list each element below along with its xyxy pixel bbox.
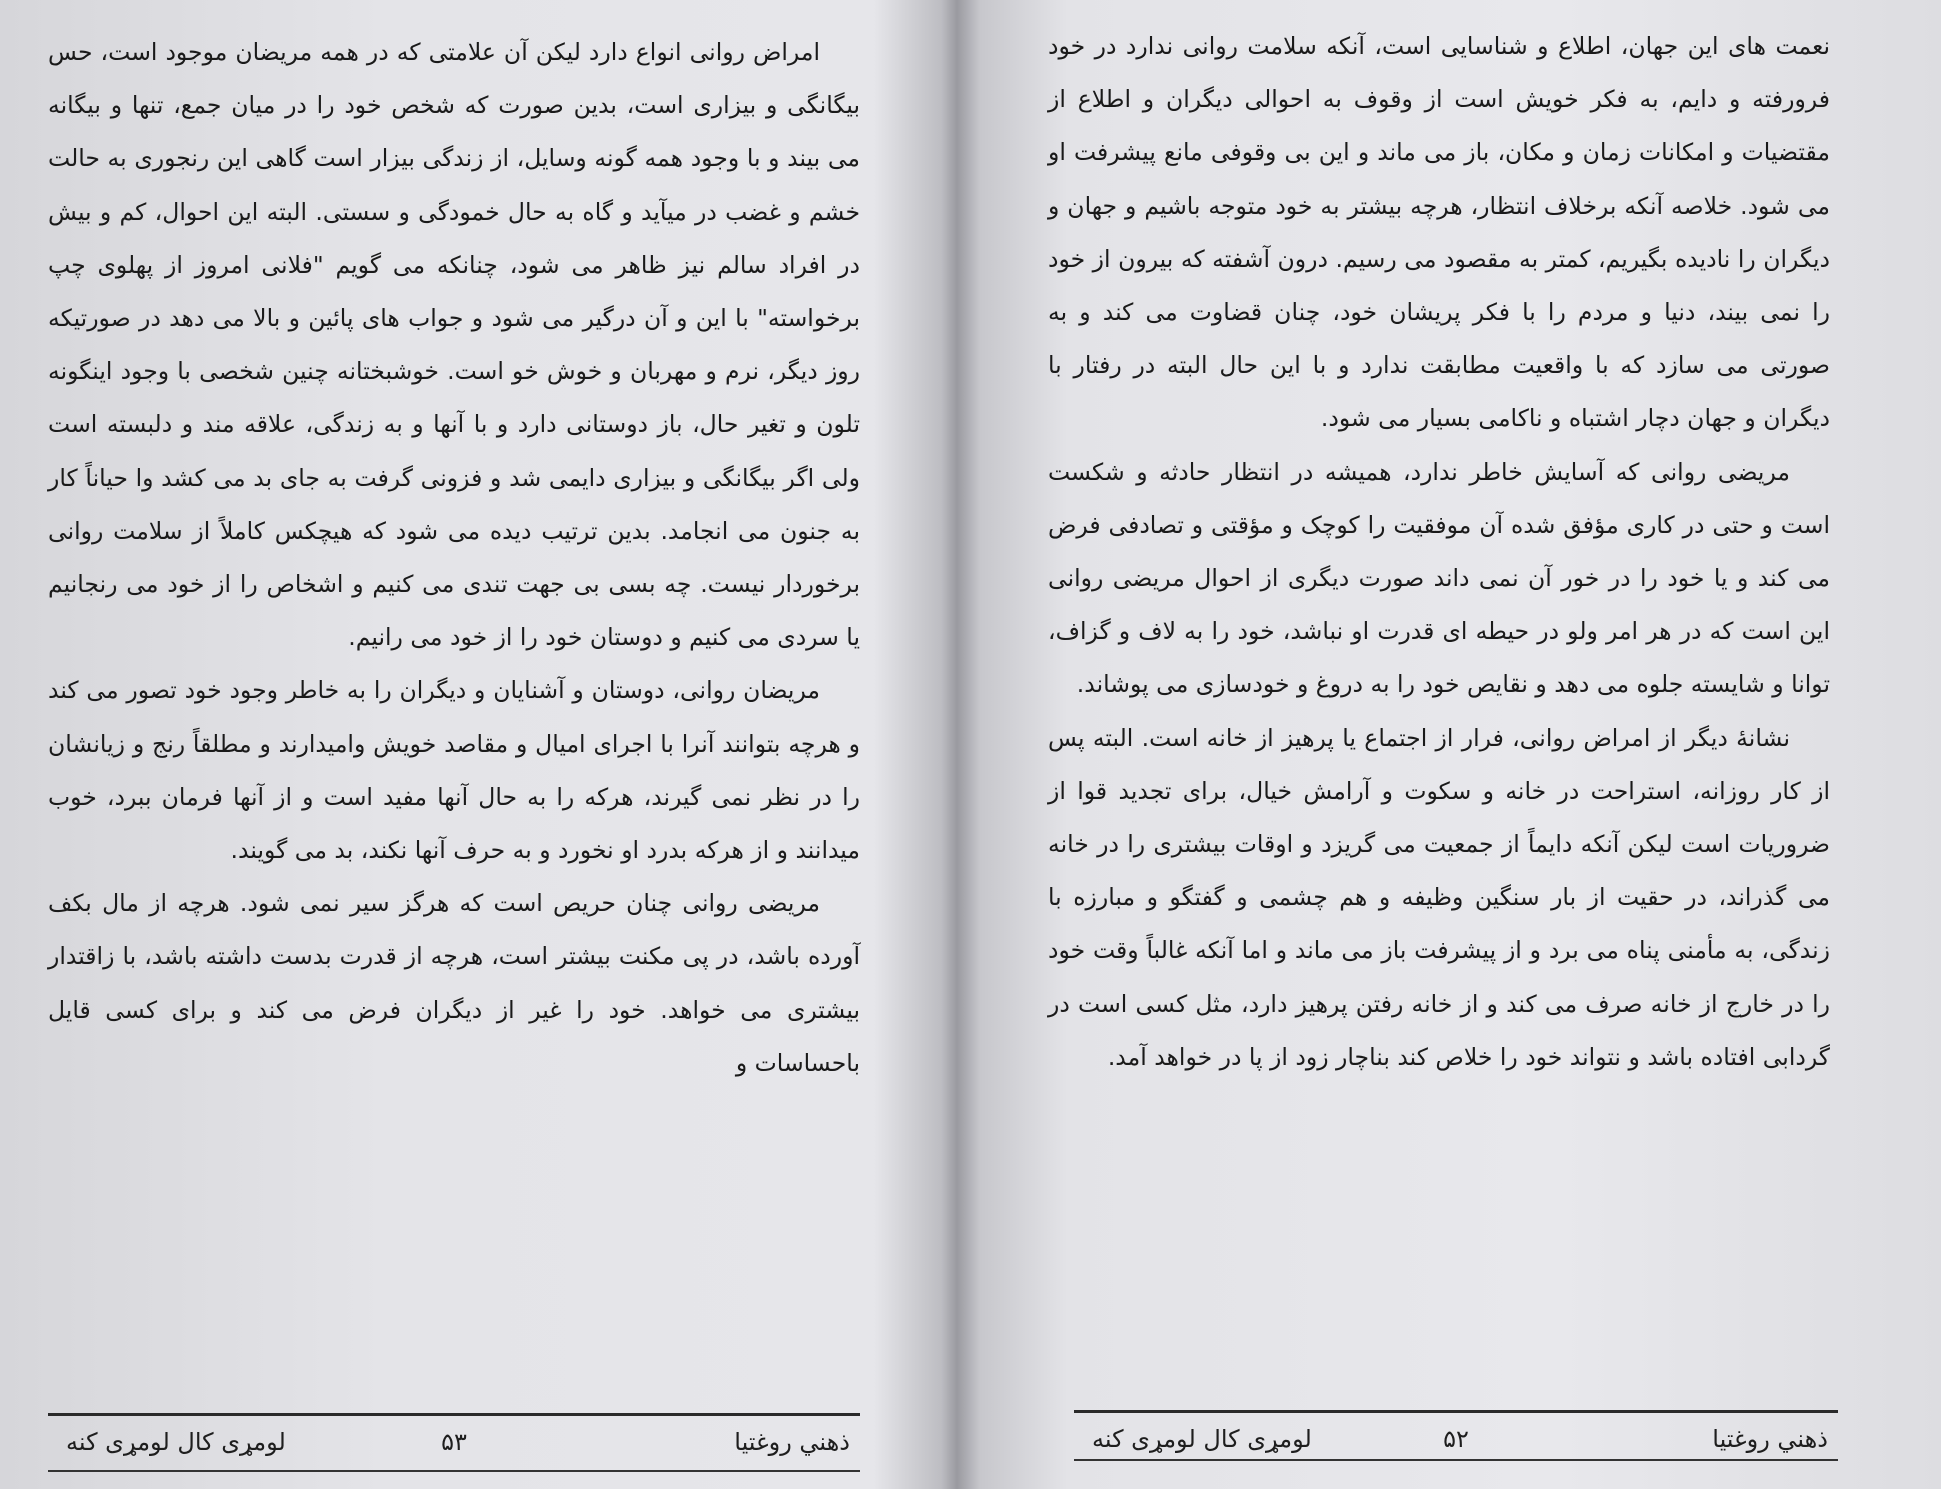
footer-section: لومړی کال لومړی کنه xyxy=(1092,1425,1312,1453)
footer-page-number: ۵۲ xyxy=(1443,1425,1469,1453)
right-page xyxy=(950,0,1941,1489)
footer-page-number: ۵۳ xyxy=(441,1428,467,1456)
right-paragraph-3: نشانهٔ دیگر از امراض روانی، فرار از اجتماع یا پرهیز از خانه است. البته پس از کار روزانه، استراحت در خانه و سکوت و آرامش خیال، برای تجدید قوا از ضروریات است لیکن آنکه دایماً از جمعیت می گریزد و اوقات بیشتری را در خانه می گذراند، در حقیت از بار سنگین وظیفه و هم چشمی و گفتگو و مبارزه با زندگی، به مأمنی پناه می برد و از پیشرفت باز می ماند و اما آنکه غالباً وقت خود را در خارج از خانه صرف می کند و از خانه رفتن پرهیز دارد، مثل کسی است در گردابی افتاده باشد و نتواند خود را خلاص کند بناچار زود از پا در خواهد آمد. xyxy=(1048,723,1830,1071)
footer-book-title: ذهني روغتيا xyxy=(1712,1425,1828,1453)
footer-bottom-rule xyxy=(1074,1459,1838,1461)
right-page-body xyxy=(1048,20,1830,1084)
footer-bottom-rule xyxy=(48,1470,860,1472)
footer-section: لومړی کال لومړی کنه xyxy=(66,1428,286,1456)
left-paragraph-2: مریضان روانی، دوستان و آشنایان و دیگران را به خاطر وجود خود تصور می کند و هرچه بتوانند آنرا با اجرای امیال و مقاصد خویش وامیدارند و مطلقاً رنج و زیانشان را در نظر نمی گیرند، هرکه را به حال آنها مفید است و از آنها فرمان ببرد، خوب میدانند و از هرکه بدرد او نخورد و به حرف آنها نکند، بد می گویند. xyxy=(48,676,860,865)
left-page xyxy=(0,0,950,1489)
left-page-footer xyxy=(48,1413,860,1472)
left-paragraph-3: مریضی روانی چنان حریص است که هرگز سیر نمی شود. هرچه از مال بکف آورده باشد، در پی مکنت بیشتر است، هرچه از قدرت بدست داشته باشد، با زاقتدار بیشتری می خواهد. خود را غیر از دیگران فرض می کند و برای کسی قایل باحساسات و xyxy=(48,889,860,1077)
right-paragraph-1: نعمت های این جهان، اطلاع و شناسایی است، آنکه سلامت روانی ندارد در خود فرورفته و دایم، به فکر خویش است از وقوف به احوالی دیگران و اطلاع از مقتضیات و امکانات زمان و مکان، باز می ماند و این بی وقوفی مانع پیشرفت او می شود. خلاصه آنکه برخلاف انتظار، هرچه بیشتر به خود متوجه باشیم و جهان و دیگران را نادیده بگیریم، کمتر به مقصود می رسیم. درون آشفته که بیرون از خود را نمی بیند، دنیا و مردم را با فکر پریشان خود، چنان قضاوت می کند و به صورتی می سازد که با واقعیت مطابقت ندارد و با این حال البته در رفتار با دیگران و جهان دچار اشتباه و ناکامی بسیار می شود. xyxy=(1048,32,1830,433)
right-paragraph-2: مریضی روانی که آسایش خاطر ندارد، همیشه در انتظار حادثه و شکست است و حتی در کاری مؤفق شده آن موفقیت را کوچک و مؤقتی و تصادفی فرض می کند و یا خود را در خور آن نمی داند صورت دیگری از احوال مریضی روانی این است که در هر امر ولو در حیطه ای قدرت او نباشد، خود را به لاف و گزاف، توانا و شایسته جلوه می دهد و نقایص خود را به دروغ و خودسازی می پوشاند. xyxy=(1048,457,1830,699)
left-page-body xyxy=(48,26,860,1090)
footer-book-title: ذهني روغتيا xyxy=(734,1428,850,1456)
left-paragraph-1: امراض روانی انواع دارد لیکن آن علامتی که در همه مریضان موجود است، حس بیگانگی و بیزاری است، بدین صورت که شخص خود را در میان جمع، تنها و بیگانه می بیند و با وجود همه گونه وسایل، از زندگی بیزار است گاهی این رنجوری به حالت خشم و غضب در میآید و گاه به حال خمودگی و سستی. البته این احوال، کم و بیش در افراد سالم نیز ظاهر می شود، چنانکه می گویم "فلانی امروز از پهلوی چپ برخواسته" با این و آن درگیر می شود و جواب های پائین و بالا می دهد در صورتیکه روز دیگر، نرم و مهربان و خوش خو است. خوشبختانه چنین شخصی با وجود اینگونه تلون و تغیر حال، باز دوستانی دارد و با آنها و به زندگی، علاقه مند و دلبسته است ولی اگر بیگانگی و بیزاری دایمی شد و فزونی گرفت به جای بد می کشد وا حیاناً کار به جنون می انجامد. بدین ترتیب دیده می شود که هیچکس کاملاً از سلامت روانی برخوردار نیست. چه بسی بی جهت تندی می کنیم و اشخاص را از خود می رنجانیم یا سردی می کنیم و دوستان خود را از خود می رانیم. xyxy=(48,38,860,652)
